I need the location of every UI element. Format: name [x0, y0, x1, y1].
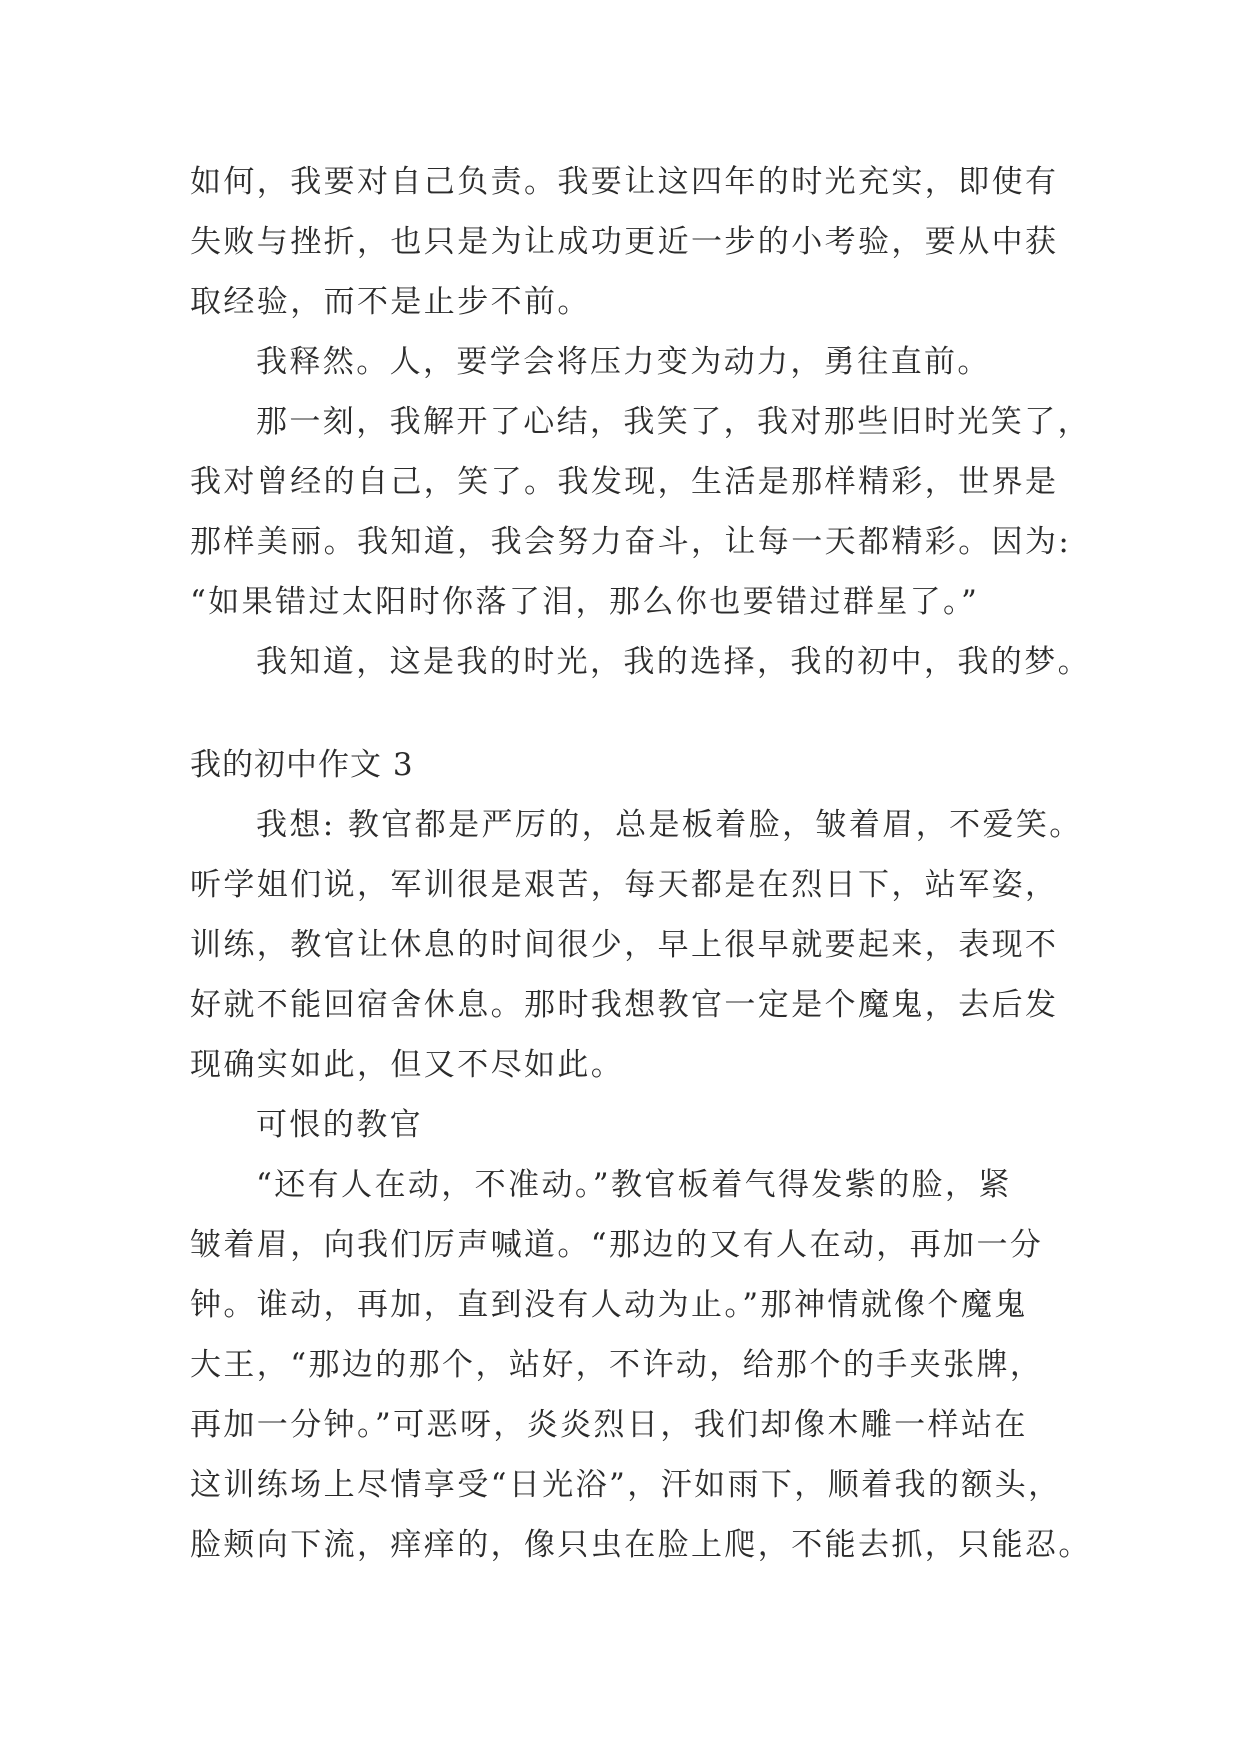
text-line: 脸颊向下流，痒痒的，像只虫在脸上爬，不能去抓，只能忍。 — [190, 1527, 1092, 1563]
text-line: 我对曾经的自己，笑了。我发现，生活是那样精彩，世界是 — [190, 464, 1059, 500]
text-line: 现确实如此，但又不尽如此。 — [190, 1047, 625, 1083]
subheading: 可恨的教官 — [256, 1107, 423, 1143]
text-line: 取经验，而不是止步不前。 — [190, 284, 591, 320]
text-line: “如果错过太阳时你落了泪，那么你也要错过群星了。” — [190, 584, 980, 620]
text-line: 大王，“那边的那个，站好，不许动，给那个的手夹张牌， — [190, 1347, 1044, 1383]
text-line: 那样美丽。我知道，我会努力奋斗，让每一天都精彩。因为: — [190, 524, 1072, 560]
text-line: 听学姐们说，军训很是艰苦，每天都是在烈日下，站军姿， — [190, 867, 1059, 903]
text-line: 那一刻，我解开了心结，我笑了，我对那些旧时光笑了， — [256, 404, 1091, 440]
text-line: “还有人在动，不准动。”教官板着气得发紫的脸，紧 — [256, 1167, 1012, 1203]
section-title: 我的初中作文 3 — [190, 747, 414, 783]
text-line: 再加一分钟。”可恶呀，炎炎烈日，我们却像木雕一样站在 — [190, 1407, 1028, 1443]
text-line: 训练，教官让休息的时间很少，早上很早就要起来，表现不 — [190, 927, 1059, 963]
text-line: 我知道，这是我的时光，我的选择，我的初中，我的梦。 — [256, 644, 1091, 680]
text-line: 皱着眉，向我们厉声喊道。“那边的又有人在动，再加一分 — [190, 1227, 1044, 1263]
text-line: 我想: 教官都是严厉的，总是板着脸，皱着眉，不爱笑。 — [256, 807, 1083, 843]
text-line: 如何，我要对自己负责。我要让这四年的时光充实，即使有 — [190, 164, 1059, 200]
text-line: 好就不能回宿舍休息。那时我想教官一定是个魔鬼，去后发 — [190, 987, 1059, 1023]
text-line: 这训练场上尽情享受“日光浴”，汗如雨下，顺着我的额头， — [190, 1467, 1062, 1503]
text-line: 我释然。人，要学会将压力变为动力，勇往直前。 — [256, 344, 991, 380]
text-line: 失败与挫折，也只是为让成功更近一步的小考验，要从中获 — [190, 224, 1059, 260]
text-line: 钟。谁动，再加，直到没有人动为止。”那神情就像个魔鬼 — [190, 1287, 1028, 1323]
